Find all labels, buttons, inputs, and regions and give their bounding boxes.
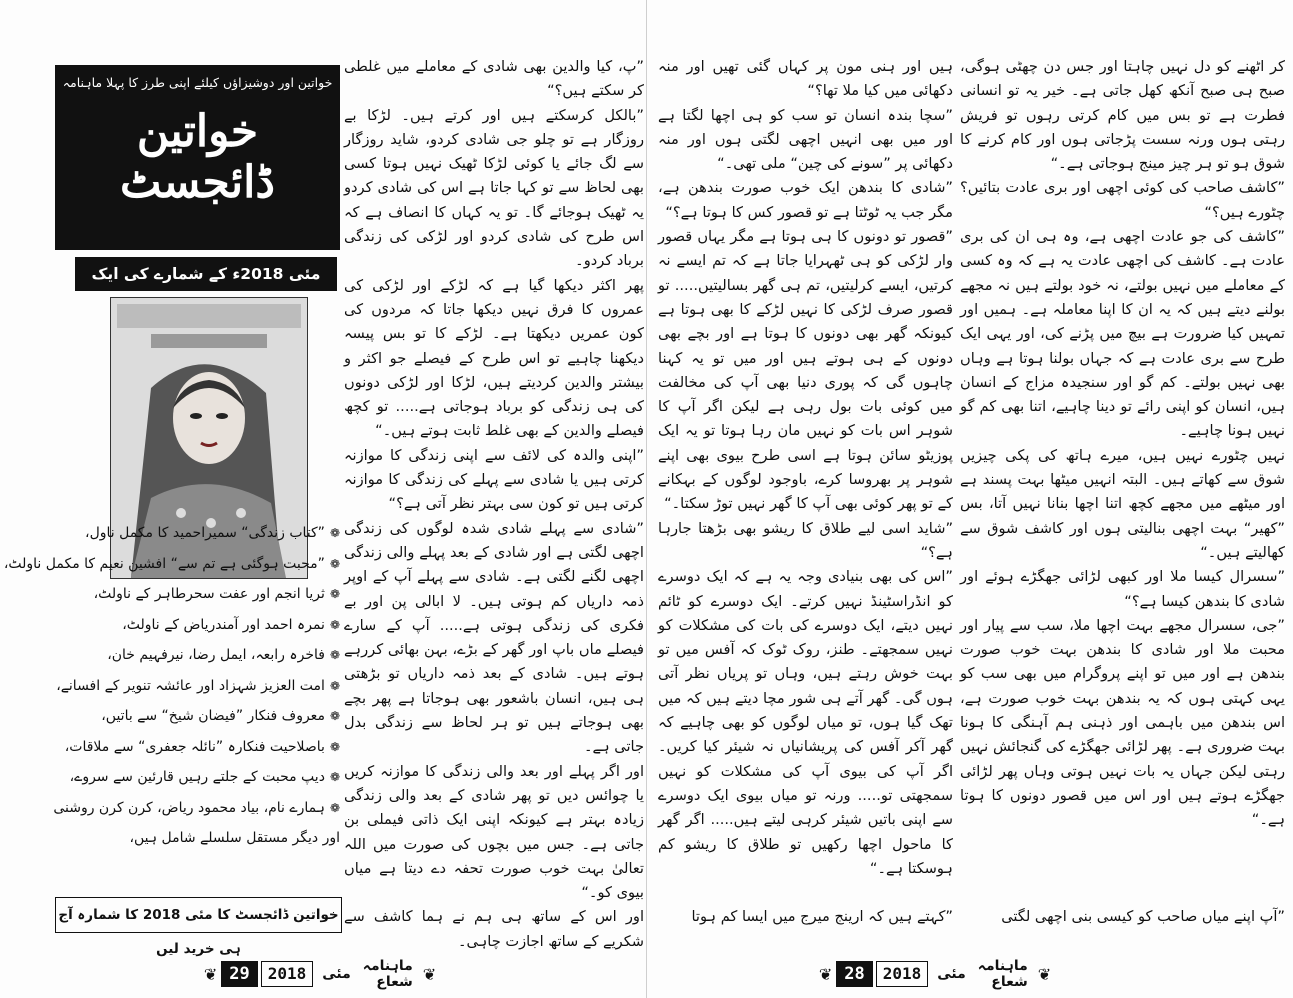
footer-magazine: ماہنامہ شعاع [977,958,1028,990]
page-footer-right [820,960,1050,988]
article-column-left-page [344,55,644,955]
paragraph: ہیں اور ہنی مون پر کہاں گئی تھیں اور منہ دکھائی میں کیا ملا تھا؟“ [658,58,953,100]
paragraph: ”سچا بندہ انسان تو سب کو ہی اچھا لگتا ہے اور میں بھی انہیں اچھی لگتی ہوں اور منہ دکھائی پر ”سونے کی چین“ ملی تھی۔“ [658,106,953,173]
masthead-title: خواتین ڈائجسٹ [120,106,275,208]
masthead [55,65,340,250]
paragraph: ”سسرال کیسا ملا اور کبھی لڑائی جھگڑے ہوئے اور شادی کا بندھن کیسا ہے؟“ [960,568,1285,610]
flower-bullet-icon: ❁ [329,526,340,540]
paragraph: پھر اکثر دیکھا گیا ہے کہ لڑکے اور لڑکی کی عمروں کا فرق نہیں دیکھا جاتا کہ مردوں کی کون عمریں دیکھتا ہے۔ لڑکے کا تو بس پیسہ دیکھنا چاہیے تو اس طرح کے فیصلے جو اکثر و بیشتر والدین کردیتے ہیں، لڑکا اور لڑکی دونوں کی ہی زندگی کو برباد ہوجاتی ہے..... تو کچھ فیصلے والدین کے بھی غلط ثابت ہوتے ہیں۔“ [344,276,644,440]
ornament-icon: ❦ [203,964,218,984]
footer-month: مئی [937,966,966,982]
article-column-right-page-right [960,55,1285,935]
contents-item: ❁”محبت ہوگئی ہے تم سے“ افشین نعیم کا مکمل ناولٹ، [55,549,340,580]
contents-item: ❁ہمارے نام، بیاد محمود ریاض، کرن کرن روشنی [55,793,340,824]
page-number: 28 [836,961,872,987]
ornament-icon: ❦ [1037,964,1052,984]
flower-bullet-icon: ❁ [329,709,340,723]
issue-contents [3,518,340,854]
paragraph: ”پ، کیا والدین بھی شادی کے معاملے میں غلطی کر سکتے ہیں؟“ [344,58,644,100]
article-column-right-page-left [658,55,953,935]
paragraph: ”قصور تو دونوں کا ہی ہوتا ہے مگر یہاں قصور وار لڑکی کو ہی ٹھہرایا جاتا ہے کہ تم ایسے نہ کرتیں، ایسے کرلیتیں، تم ہی گھر بسالیتیں..... تو قصور صرف لڑکی کا نہیں لڑکے کا بھی ہوتا ہے کیونکہ گھر بھی دونوں کا ہوتا ہے اور بچے بھی دونوں کے ہی ہوتے ہیں اور میں تو یہ کہنا چاہوں گی کہ پوری دنیا بھی آپ کی مخالفت میں کوئی بات بول رہی ہے لیکن اگر آپ کا شوہر اس بات کو نہیں مان رہا ہوتا تو یہ ایک پوزیٹو سائن ہوتا ہے اسی طرح بیوی بھی اپنے شوہر پر بھروسا کرے، باوجود لوگوں کے بہکانے کے تو پھر کوئی بھی آپ کا گھر نہیں توڑ سکتا۔“ [658,228,953,513]
contents-item: ❁باصلاحیت فنکارہ ”نائلہ جعفری“ سے ملاقات، [55,732,340,763]
flower-bullet-icon: ❁ [329,617,340,632]
paragraph: ”کاشف صاحب کی کوئی اچھی اور بری عادت بتائیں؟ چٹورے ہیں؟“ [960,179,1285,221]
contents-item: ❁دیپ محبت کے جلتے رہیں قارئین سے سروے، [55,762,340,793]
digest-advert [3,60,340,957]
page-number: 29 [221,961,257,987]
flower-bullet-icon: ❁ [329,648,340,662]
paragraph: ”جی، سسرال مجھے بہت اچھا ملا، سب سے پیار اور محبت ملا اور شادی کا بندھن بہت خوب صورت بندھن ہے اور میں تو اپنے پروگرام میں بھی سب کو یہی کہتی ہوں کہ یہ بندھن بہت خوب صورت ہے، اس بندھن میں باہمی اور ذہنی ہم آہنگی کا ہونا بہت ضروری ہے۔ پھر لڑائی جھگڑے کی گنجائش نہیں رہتی لیکن جہاں یہ بات نہیں ہوتی وہاں پھر لڑائی جھگڑے ہوتے ہیں اور اس میں قصور دونوں کا ہوتا ہے۔“ [960,616,1285,829]
contents-item: ❁نمرہ احمد اور آمندریاض کے ناولٹ، [55,610,340,641]
paragraph: ”اپنی والدہ کی لائف سے اپنی زندگی کا موازنہ کرتی ہیں یا شادی سے پہلے کی زندگی کا موازنہ کرتی ہیں تو کون سی بہتر نظر آتی ہے؟“ [344,446,644,513]
column-continuation-line: ”آپ اپنے میاں صاحب کو کیسی بنی اچھی لگتی [1001,908,1285,925]
footer-month: مئی [322,966,351,982]
paragraph: ”شادی سے پہلے شادی شدہ لوگوں کی زندگی اچھی لگتی ہے اور شادی کے بعد پہلے والی زندگی اچھی لگنے لگتی ہے۔ شادی سے پہلے آپ کے اوپر ذمہ داریاں کم ہوتی ہیں۔ لا ابالی پن اور بے فکری کی زندگی ہوتی ہے..... آپ کے سارے فیصلے ماں باپ اور گھر کے بڑے، بہن بھائی کررہے ہوتے ہیں۔ شادی کے بعد ذمہ داریاں تو بڑھتی ہی ہیں، انسان باشعور بھی ہوجاتا ہے پھر بچے بھی ہوجاتے ہیں تو ہر لحاظ سے زندگی بدل جاتی ہے۔ [344,519,644,756]
contents-item: ❁فاخرہ رابعہ، ایمل رضا، نیرفہیم خان، [55,640,340,671]
page-gutter [646,0,647,998]
footer-magazine: ماہنامہ شعاع [362,958,413,990]
flower-bullet-icon: ❁ [329,770,340,784]
column-continuation-line: ”کہتے ہیں کہ ارینج میرج میں ایسا کم ہوتا [691,908,953,925]
page-footer-left [205,960,435,988]
contents-item: ❁ثریا انجم اور عفت سحرطاہر کے ناولٹ، [55,579,340,610]
paragraph: اور اگر پہلے اور بعد والی زندگی کا موازنہ کریں یا چوائس دیں تو پھر شادی کے بعد والی زندگی زیادہ بہتر ہے کیونکہ اپنی ایک ذاتی فیملی بن جاتی ہے۔ جس میں بچوں کی صورت میں اللہ تعالیٰ بہت خوب صورت تحفہ دے دیتا ہے میاں بیوی کو۔“ [344,762,644,902]
flower-bullet-icon: ❁ [329,739,340,754]
paragraph: ”شادی کا بندھن ایک خوب صورت بندھن ہے، مگر جب یہ ٹوٹتا ہے تو قصور کس کا ہوتا ہے؟“ [658,179,953,221]
contents-item: اور دیگر مستقل سلسلے شامل ہیں، [129,830,340,846]
buy-banner: خواتین ڈائجسٹ کا مئی 2018 کا شمارہ آج ہی خرید لیں [55,897,342,933]
footer-year: 2018 [261,961,314,987]
ornament-icon: ❦ [818,964,833,984]
paragraph: ”اس کی بھی بنیادی وجہ یہ ہے کہ ایک دوسرے کو انڈراسٹینڈ نہیں کرتے۔ ایک دوسرے کو ٹائم نہیں دیتے، ایک دوسرے کی بات کی مشکلات کو نہیں سمجھتے۔ طنز، روک ٹوک کہ آفس میں تو بہت خوش رہتے ہیں، وہاں تو پریاں نظر آتی ہوں گی۔ گھر آتے ہی شور مچا دیتے ہیں کہ میں تھک گیا ہوں، تو میاں لوگوں کو بھی چاہیے کہ گھر آکر آفس کی پریشانیاں نہ شیئر کیا کریں۔ اگر آپ کی بیوی آپ کی مشکلات کو نہیں سمجھتی تو..... ورنہ تو میاں بیوی ایک دوسرے سے اپنی باتیں شیئر کرہی لیتے ہیں..... اگر گھر کا ماحول اچھا رکھیں تو طلاق کا ریشو کم ہوسکتا ہے۔“ [658,568,953,877]
flower-bullet-icon: ❁ [329,587,340,601]
paragraph: نہیں چٹورے نہیں ہیں، میرے ہاتھ کی پکی چیزیں شوق سے کھاتے ہیں۔ البتہ انہیں میٹھا بہت پسند ہے اور میٹھے میں مجھے کچھ اتنا اچھا بنانا نہیں آتا، بس ”کھیر“ بہت اچھی بنالیتی ہوں اور کاشف شوق سے کھالیتے ہیں۔“ [960,446,1285,561]
flower-bullet-icon: ❁ [329,800,340,815]
masthead-tagline: خواتین اور دوشیزاؤں کیلئے اپنی طرز کا پہلا ماہنامہ [62,75,333,90]
contents-item: ❁امت العزیز شہزاد اور عائشہ تنویر کے افسانے، [55,671,340,702]
flower-bullet-icon: ❁ [329,556,340,571]
footer-year: 2018 [876,961,929,987]
flower-bullet-icon: ❁ [329,678,340,693]
ornament-icon: ❦ [422,964,437,984]
issue-banner: مئی 2018ء کے شمارے کی ایک [75,257,337,291]
paragraph: اور اس کے ساتھ ہی ہم نے ہما کاشف سے شکریے کے ساتھ اجازت چاہی۔ [344,908,644,950]
contents-item: ❁معروف فنکار ”فیضان شیخ“ سے باتیں، [55,701,340,732]
paragraph: کر اٹھنے کو دل نہیں چاہتا اور جس دن چھٹی ہوگی، صبح ہی صبح آنکھ کھل جاتی ہے۔ خیر یہ تو انسانی فطرت ہے تو بس میں کام کرتی رہوں تو فریش رہتی ہوں ورنہ سست پڑجاتی ہوں اور کام کرنے کا شوق ہو تو ہر چیز مینج ہوجاتی ہے۔“ [960,58,1285,173]
paragraph: ”کاشف کی جو عادت اچھی ہے، وہ ہی ان کی بری عادت ہے۔ کاشف کی اچھی عادت یہ ہے کہ وہ کسی کے معاملے میں نہیں بولتے، نہ خود بولتے ہیں نہ مجھے بولنے دیتے ہیں کہ یہ ان کا اپنا معاملہ ہے۔ ہمیں اور تمہیں کیا ضرورت ہے بیچ میں پڑنے کی، اور یہی ایک طرح سے بری عادت ہے کہ جہاں بولنا ہوتا ہے وہاں بھی نہیں بولتے۔ کم گو اور سنجیدہ مزاج کے انسان ہیں، انسان کو اپنی رائے تو دینا چاہیے، اتنا بھی کم گو نہیں ہونا چاہیے۔ [960,228,1285,440]
paragraph: ”بالکل کرسکتے ہیں اور کرتے ہیں۔ لڑکا بے روزگار ہے تو چلو جی شادی کردو، شاید روزگار سے لگ جائے یا کوئی لڑکا ٹھیک نہیں ہوتا کسی بھی لحاظ سے تو کہا جاتا ہے اس کی شادی کردو یہ ٹھیک ہوجائے گا۔ تو یہ کہاں کا انصاف ہے کہ اس طرح کی شادی کردو اور لڑکی کی زندگی برباد کردو۔ [344,106,644,270]
paragraph: ”شاید اسی لیے طلاق کا ریشو بھی بڑھتا جارہا ہے؟“ [658,519,953,561]
contents-item: ❁”کتاب زندگی“ سمیراحمید کا مکمل ناول، [55,518,340,549]
